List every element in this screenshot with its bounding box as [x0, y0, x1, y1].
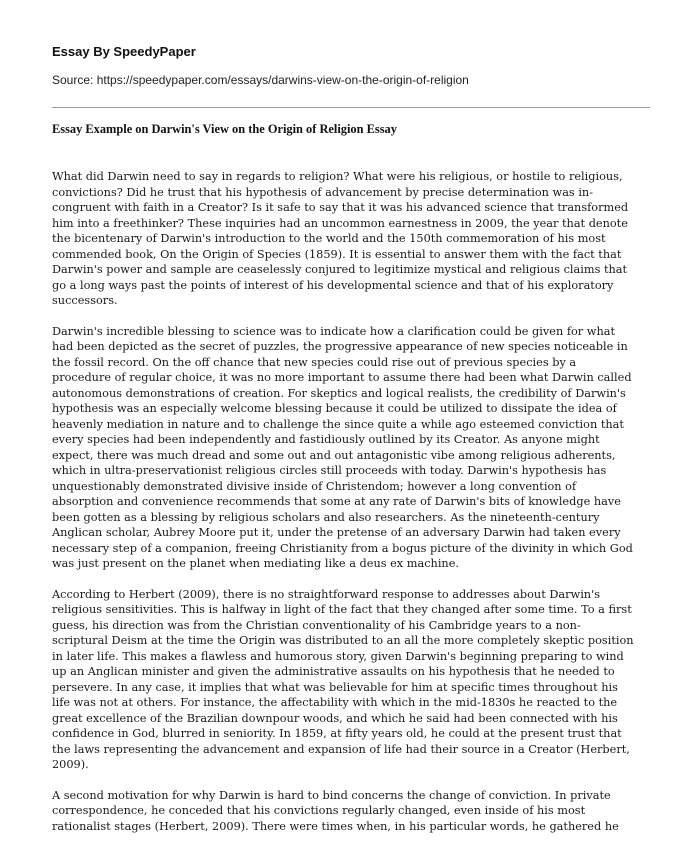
paragraph-line: which in ultra-preservationist religious circles still proceeds with today. Darwin's hypothesis has [52, 464, 607, 477]
paragraph-line: unquestionably demonstrated divisive inside of Christendom; however a long convention of [52, 479, 577, 493]
paragraph-line: religious sensitivities. This is halfway in light of the fact that they changed after some time. To a first [52, 603, 632, 616]
paragraph-line: scriptural Deism at the time the Origin was distributed to an all the more completely skeptic position [52, 634, 634, 647]
document-header-title: Essay By SpeedyPaper [52, 44, 196, 59]
paragraph-line: rationalist stages (Herbert, 2009). There were times when, in his particular words, he gathered he [52, 819, 619, 833]
paragraph-line: Darwin's incredible blessing to science was to indicate how a clarification could be given for what [52, 324, 616, 338]
paragraph-line: Anglican scholar, Aubrey Moore put it, under the pretense of an adversary Darwin had taken every [52, 526, 621, 539]
paragraph-line: go a long ways past the points of interest of his developmental science and that of his exploratory [52, 278, 614, 292]
paragraph-line: correspondence, he conceded that his convictions regularly changed, even inside of his most [52, 804, 586, 817]
paragraph-line: Darwin's power and sample are ceaselessly conjured to legitimize mystical and religious claims that [52, 263, 628, 276]
paragraph-line: commended book, On the Origin of Species (1859). It is essential to answer them with the fact that [52, 247, 622, 261]
paragraph-line: convictions? Did he trust that his hypothesis of advancement by precise determination was in- [52, 185, 594, 199]
paragraph-line: persevere. In any case, it implies that what was believable for him at specific times throughout his [52, 680, 618, 694]
paragraph-line: the laws representing the advancement and expansion of life had their source in a Creator (Herbert, [52, 742, 630, 756]
paragraph-line: been gotten as a blessing by religious scholars and also researchers. As the nineteenth-century [52, 510, 600, 524]
paragraph-line: A second motivation for why Darwin is hard to bind concerns the change of conviction. In private [52, 788, 611, 802]
paragraph-line: up an Anglican minister and given the administrative assaults on his hypothesis that he needed to [52, 665, 615, 678]
paragraph-line: According to Herbert (2009), there is no straightforward response to addresses about Darwin's [52, 587, 600, 601]
paragraph-line: What did Darwin need to say in regards to religion? What were his religious, or hostile to religious, [52, 170, 623, 183]
paragraph-line: had been depicted as the secret of puzzles, the progressive appearance of new species noticeable in [52, 340, 628, 353]
essay-title: Essay Example on Darwin's View on the Origin of Religion Essay [52, 122, 397, 136]
paragraph-line: 2009). [52, 758, 89, 771]
essay-paragraph [52, 324, 652, 572]
paragraph-line: was just present on the planet when mediating like a deus ex machine. [52, 557, 459, 570]
paragraph-line: absorption and convenience recommends that some at any rate of Darwin's bits of knowledge have [52, 495, 621, 508]
paragraph-line: hypothesis was an especially welcome blessing because it could be utilized to dissipate the idea of [52, 402, 617, 415]
source-line: Source: https://speedypaper.com/essays/darwins-view-on-the-origin-of-religion [52, 73, 469, 87]
paragraph-line: great excellence of the Brazilian downpour woods, and which he said had been connected with his [52, 711, 618, 725]
paragraph-line: the fossil record. On the off chance that new species could rise out of previous species by a [52, 355, 577, 369]
paragraph-line: successors. [52, 294, 118, 307]
paragraph-line: every species had been independently and fastidiously outlined by its Creator. As anyone might [52, 433, 600, 446]
paragraph-line: life was not at others. For instance, the affectability with which in the mid-1830s he reacted to the [52, 696, 618, 709]
essay-paragraph [52, 788, 652, 835]
paragraph-line: in later life. This makes a flawless and humorous story, given Darwin's beginning preparing to wind [52, 649, 624, 663]
essay-body [52, 169, 652, 849]
paragraph-line: confidence in God, blurred in seniority. In 1859, at fifty years old, he could at the present trust that [52, 727, 622, 740]
header-divider [52, 107, 650, 108]
paragraph-line: heavenly mediation in nature and to challenge the since quite a while ago esteemed conviction that [52, 417, 624, 431]
paragraph-line: guess, his direction was from the Christian conventionality of his Cambridge years to a non- [52, 618, 581, 632]
paragraph-line: necessary step of a companion, freeing Christianity from a bogus picture of the divinity in which God [52, 541, 633, 555]
paragraph-line: autonomous demonstrations of creation. For skeptics and logical realists, the credibility of Darwin's [52, 386, 626, 400]
essay-paragraph [52, 169, 652, 309]
paragraph-line: the bicentenary of Darwin's introduction to the world and the 150th commemoration of his most [52, 232, 606, 245]
essay-paragraph [52, 587, 652, 773]
paragraph-line: expect, there was much dread and some out and out antagonistic vibe among religious adherents, [52, 448, 616, 462]
paragraph-line: procedure of regular choice, it was no more important to assume there had been what Darwin called [52, 371, 632, 384]
paragraph-line: congruent with faith in a Creator? Is it safe to say that it was his advanced science that transformed [52, 201, 629, 214]
paragraph-line: him into a freethinker? These inquiries had an uncommon earnestness in 2009, the year that denote [52, 216, 628, 230]
